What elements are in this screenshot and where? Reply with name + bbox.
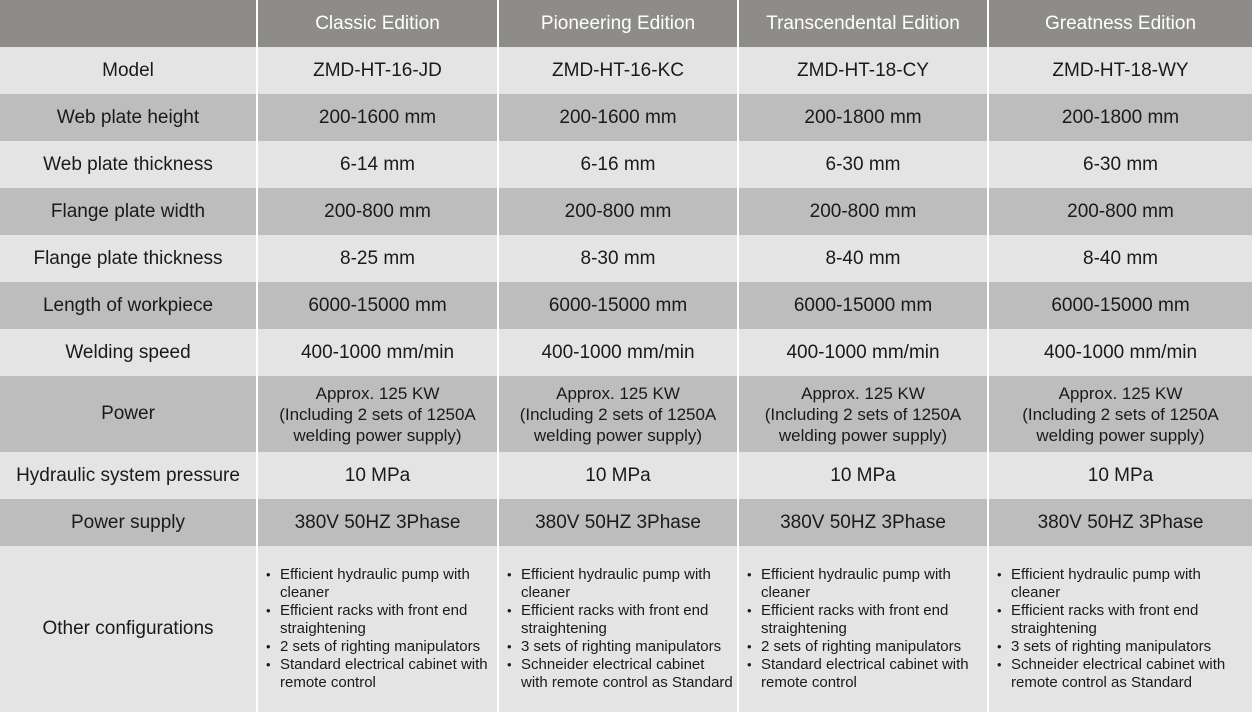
config-list [989,566,1252,692]
power-line: welding power supply) [1036,425,1205,445]
table-cell: 6000-15000 mm [738,282,988,329]
table-cell: 200-1600 mm [498,94,738,141]
row-label: Flange plate width [0,188,257,235]
table-cell: 6-30 mm [1083,153,1158,175]
config-item: • Efficient racks with front end straightening [266,602,493,638]
table-cell: 6000-15000 mm [1051,294,1190,316]
power-line: (Including 2 sets of 1250A [764,404,962,424]
power-line: Approx. 125 KW [801,383,925,403]
table-cell: 10 MPa [1087,464,1154,486]
table-cell: 6-30 mm [738,141,988,188]
row-label: Other configurations [0,546,257,712]
table-row [0,282,1252,329]
power-line: Approx. 125 KW [315,383,440,403]
header-pioneering-edition: Pioneering Edition [498,0,738,47]
config-item: • Efficient hydraulic pump with cleaner [266,566,493,602]
config-item: • Efficient hydraulic pump with cleaner [747,566,983,602]
config-cell [498,546,738,712]
table-cell: 6-16 mm [498,141,738,188]
row-label: Hydraulic system pressure [0,452,257,499]
config-item: • Efficient hydraulic pump with cleaner [997,566,1248,602]
config-list [739,566,987,692]
config-cell [257,546,498,712]
table-cell: 400-1000 mm/min [257,329,498,376]
table-cell: 10 MPa [257,452,498,499]
power-line: welding power supply) [778,425,948,445]
table-cell: 200-1800 mm [738,94,988,141]
table-row [0,452,1252,499]
power-line: (Including 2 sets of 1250A [279,404,476,424]
table-cell: 8-25 mm [257,235,498,282]
table-cell: 6000-15000 mm [498,282,738,329]
power-line: welding power supply) [293,425,462,445]
header-classic-edition: Classic Edition [257,0,498,47]
table-cell: 400-1000 mm/min [498,329,738,376]
table-row-power [0,376,1252,452]
config-list [499,566,737,692]
row-label: Flange plate thickness [0,235,257,282]
power-cell [257,376,498,452]
power-line: Approx. 125 KW [1058,383,1183,403]
row-label: Length of workpiece [0,282,257,329]
table-cell: 400-1000 mm/min [1043,341,1198,363]
row-label: Power [0,376,257,452]
table-cell: 200-800 mm [738,188,988,235]
power-line: welding power supply) [533,425,703,445]
config-item: • Efficient racks with front end straightening [747,602,983,638]
config-item: • 2 sets of righting manipulators [747,638,983,656]
config-item: • Schneider electrical cabinet with remote control as Standard [997,656,1248,692]
row-label: Web plate height [0,94,257,141]
config-item: • Efficient hydraulic pump with cleaner [507,566,733,602]
table-cell: 200-1800 mm [1061,106,1180,128]
header-transcendental-edition: Transcendental Edition [738,0,988,47]
table-cell: 380V 50HZ 3Phase [738,499,988,546]
config-list [258,566,497,692]
config-item: • Efficient racks with front end straightening [997,602,1248,638]
power-cell [738,376,988,452]
table-cell: ZMD-HT-18-WY [1052,59,1189,81]
table-cell: ZMD-HT-16-JD [257,47,498,94]
table-row-other-configurations [0,546,1252,712]
table-cell: ZMD-HT-18-CY [738,47,988,94]
config-item: • 3 sets of righting manipulators [997,638,1248,656]
config-cell [988,546,1252,712]
config-item: • Standard electrical cabinet with remote control [266,656,493,692]
table-row [0,47,1252,94]
table-cell: 10 MPa [498,452,738,499]
config-cell [738,546,988,712]
table-cell: 200-800 mm [1067,200,1174,222]
table-cell: 6000-15000 mm [257,282,498,329]
table-cell: 200-1600 mm [257,94,498,141]
config-item: • Standard electrical cabinet with remote control [747,656,983,692]
header-blank [0,0,257,47]
table-cell: 10 MPa [738,452,988,499]
table-row [0,499,1252,546]
table-cell: 8-40 mm [738,235,988,282]
power-cell [498,376,738,452]
table-row [0,94,1252,141]
row-label: Model [0,47,257,94]
table-row [0,188,1252,235]
table-cell: 200-800 mm [498,188,738,235]
power-cell [988,376,1252,452]
table-row [0,329,1252,376]
config-item: • 3 sets of righting manipulators [507,638,733,656]
power-line: (Including 2 sets of 1250A [1022,404,1219,424]
table-row [0,141,1252,188]
table-cell: 8-40 mm [1083,247,1158,269]
row-label: Power supply [0,499,257,546]
table-cell: 380V 50HZ 3Phase [257,499,498,546]
power-line: Approx. 125 KW [556,383,680,403]
config-item: • 2 sets of righting manipulators [266,638,493,656]
table-cell: 400-1000 mm/min [738,329,988,376]
header-row [0,0,1252,47]
table-cell: 200-800 mm [257,188,498,235]
power-line: (Including 2 sets of 1250A [519,404,717,424]
table-cell: 380V 50HZ 3Phase [1037,511,1204,533]
row-label: Web plate thickness [0,141,257,188]
config-item: • Schneider electrical cabinet with remote control as Standard [507,656,733,692]
table-row [0,235,1252,282]
table-cell: 8-30 mm [498,235,738,282]
table-cell: ZMD-HT-16-KC [498,47,738,94]
table-cell: 380V 50HZ 3Phase [498,499,738,546]
header-greatness-edition: Greatness Edition [1044,12,1197,34]
config-item: • Efficient racks with front end straightening [507,602,733,638]
row-label: Welding speed [0,329,257,376]
table-cell: 6-14 mm [257,141,498,188]
